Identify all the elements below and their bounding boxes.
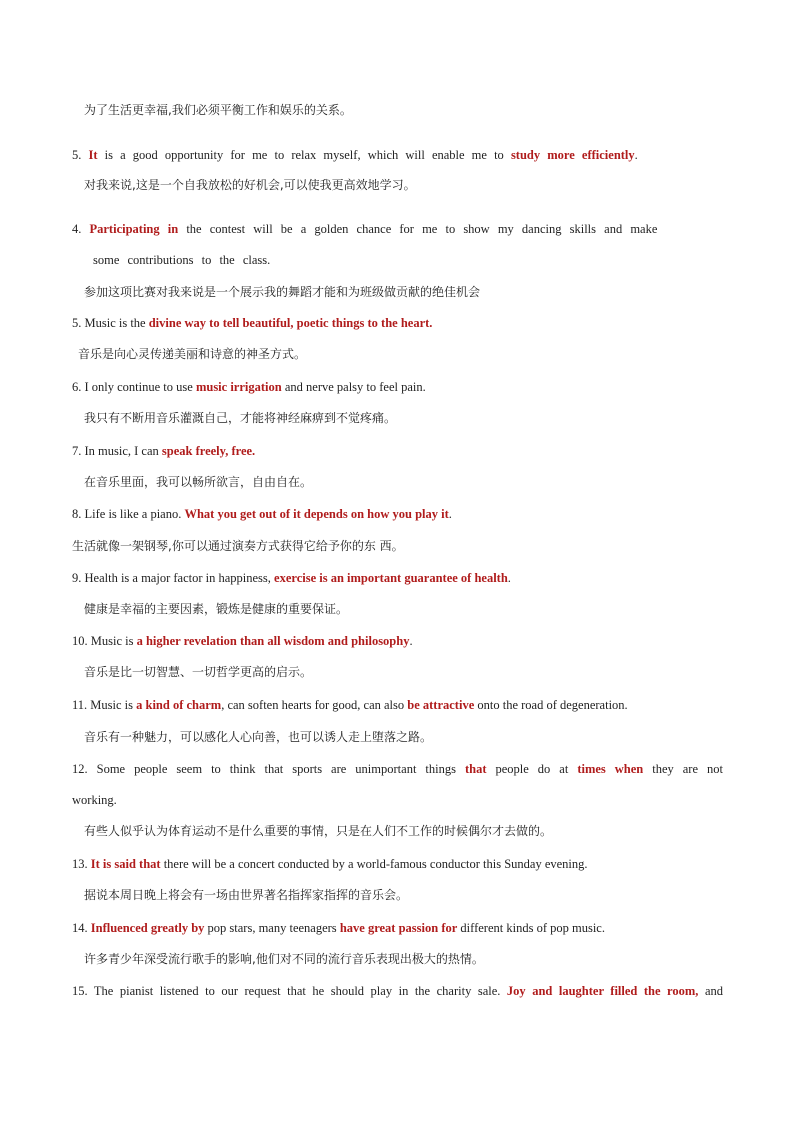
line-11 [72,442,255,460]
line-28 [72,982,723,1000]
line-18: 音乐是比一切智慧、一切哲学更高的启示。 [84,665,313,679]
highlighted-phrase: study more efficiently [510,148,635,162]
highlighted-phrase: music irrigation [195,380,282,394]
highlighted-phrase: times when [577,762,644,776]
sentence-text: , can soften hearts for good, can also [221,698,408,712]
line-22 [72,791,117,809]
sentence-text: 8. Life is like a piano. [72,507,185,521]
highlighted-phrase: that [464,762,487,776]
line-3: 对我来说,这是一个自我放松的好机会,可以使我更高效地学习。 [84,178,416,192]
line-16: 健康是幸福的主要因素，锻炼是健康的重要保证。 [84,602,349,616]
sentence-text: 12. Some people seem to think that sports are unimportant things [72,762,465,776]
line-5 [93,251,270,269]
highlighted-phrase: exercise is an important guarantee of health [274,571,508,585]
highlighted-phrase: be attractive [407,698,475,712]
sentence-text: . [448,507,452,521]
line-23: 有些人似乎认为体育运动不是什么重要的事情，只是在人们不工作的时候偶尔才去做的。 [84,824,553,838]
sentence-text: onto the road of degeneration. [474,698,628,712]
sentence-text: 6. I only continue to use [72,380,196,394]
highlighted-phrase: Influenced greatly by [90,921,205,935]
sentence-text: people do at [486,762,578,776]
line-20: 音乐有一种魅力，可以感化人心向善，也可以诱人走上堕落之路。 [84,730,433,744]
sentence-text: different kinds of pop music. [457,921,605,935]
sentence-text: 9. Health is a major factor in happiness, [72,571,275,585]
sentence-text: 10. Music is [72,634,137,648]
highlighted-phrase: a higher revelation than all wisdom and philosophy [136,634,410,648]
sentence-text: some contributions to the class. [93,253,271,267]
line-12: 在音乐里面，我可以畅所欲言，自由自在。 [84,475,313,489]
line-24 [72,855,588,873]
sentence-text: 15. The pianist listened to our request that he should play in the charity sale. [72,984,507,998]
sentence-text: working. [72,793,117,807]
sentence-text: . [507,571,511,585]
line-2 [72,146,688,164]
line-27: 许多青少年深受流行歌手的影响,他们对不同的流行音乐表现出极大的热情。 [84,952,484,966]
line-8: 音乐是向心灵传递美丽和诗意的神圣方式。 [78,347,307,361]
line-15 [72,569,511,587]
line-4 [72,220,657,238]
line-6: 参加这项比赛对我来说是一个展示我的舞蹈才能和为班级做贡献的绝佳机会 [84,285,481,299]
highlighted-phrase: Joy and laughter filled the room, [506,984,699,998]
highlighted-phrase: have great passion for [339,921,458,935]
highlighted-phrase: a kind of charm [136,698,222,712]
sentence-text: pop stars, many teenagers [204,921,340,935]
sentence-text: 11. Music is [72,698,137,712]
sentence-text: 13. [72,857,91,871]
line-21 [72,760,723,778]
sentence-text: 14. [72,921,91,935]
highlighted-phrase: divine way to tell beautiful, poetic things to the heart. [148,316,433,330]
highlighted-phrase: speak freely, free. [161,444,256,458]
line-1: 为了生活更幸福,我们必须平衡工作和娱乐的关系。 [84,103,352,117]
highlighted-phrase: What you get out of it depends on how you play it [184,507,449,521]
sentence-text: the contest will be a golden chance for me to show my dancing skills and make [178,222,658,236]
line-7 [72,314,432,332]
sentence-text: there will be a concert conducted by a world-famous conductor this Sunday evening. [160,857,588,871]
line-14: 生活就像一架钢琴,你可以通过演奏方式获得它给予你的东 西。 [72,539,404,553]
line-25: 据说本周日晚上将会有一场由世界著名指挥家指挥的音乐会。 [84,888,409,902]
highlighted-phrase: Participating in [89,222,179,236]
sentence-text: and nerve palsy to feel pain. [281,380,426,394]
line-19 [72,696,628,714]
highlighted-phrase: It is said that [90,857,161,871]
line-13 [72,505,452,523]
sentence-text: 5. [72,148,89,162]
sentence-text: 5. Music is the [72,316,149,330]
line-10: 我只有不断用音乐灌溉自己，才能将神经麻痹到不觉疼痛。 [84,411,397,425]
sentence-text: . [634,148,638,162]
sentence-text: 7. In music, I can [72,444,162,458]
highlighted-phrase: It [88,148,98,162]
sentence-text: and [698,984,723,998]
line-17 [72,632,413,650]
sentence-text: . [409,634,413,648]
sentence-text: is a good opportunity for me to relax myself, which will enable me to [97,148,511,162]
sentence-text: 4. [72,222,90,236]
line-9 [72,378,426,396]
sentence-text: they are not [643,762,723,776]
line-26 [72,919,605,937]
